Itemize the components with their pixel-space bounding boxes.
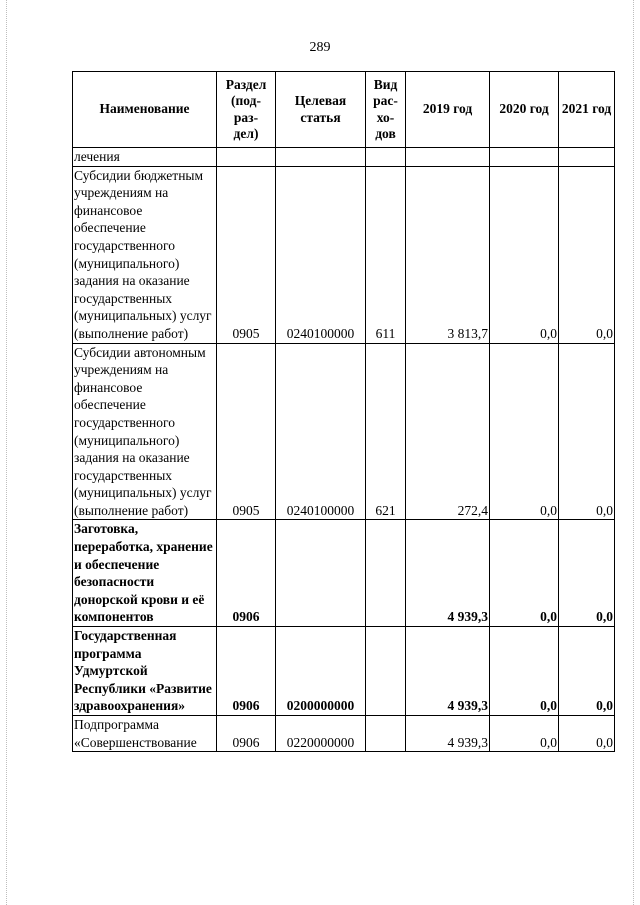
- cell-section: 0906: [217, 520, 276, 627]
- cell-kind: [366, 716, 406, 752]
- header-2021: 2021 год: [559, 72, 615, 148]
- cell-section: [217, 148, 276, 167]
- cell-2019: 3 813,7: [406, 166, 490, 343]
- cell-kind: [366, 520, 406, 627]
- table-row: [73, 520, 615, 627]
- cell-2020: [490, 148, 559, 167]
- cell-section: 0906: [217, 627, 276, 716]
- cell-section: 0906: [217, 716, 276, 752]
- cell-2019: 4 939,3: [406, 520, 490, 627]
- cell-article: 0200000000: [276, 627, 366, 716]
- page-number: 289: [309, 40, 331, 55]
- cell-2021: 0,0: [559, 520, 615, 627]
- cell-2019: 272,4: [406, 343, 490, 520]
- cell-name: лечения: [73, 148, 217, 167]
- cell-section: 0905: [217, 343, 276, 520]
- scan-edge-left: [6, 0, 8, 905]
- header-article: Целевая статья: [276, 72, 366, 148]
- cell-name: Государственная программа Удмуртской Республики «Развитие здравоохранения»: [73, 627, 217, 716]
- cell-article: 0220000000: [276, 716, 366, 752]
- cell-2019: 4 939,3: [406, 716, 490, 752]
- cell-kind: [366, 627, 406, 716]
- cell-2020: 0,0: [490, 166, 559, 343]
- cell-2021: 0,0: [559, 166, 615, 343]
- budget-table: [72, 71, 615, 752]
- cell-name: Субсидии бюджетным учреждениям на финансовое обеспечение государственного (муниципального) задания на оказание государственных (муниципальных) услуг (выполнение работ): [73, 166, 217, 343]
- header-2020: 2020 год: [490, 72, 559, 148]
- cell-2021: 0,0: [559, 627, 615, 716]
- header-name: Наименование: [73, 72, 217, 148]
- cell-name: Субсидии автономным учреждениям на финансовое обеспечение государственного (муниципального) задания на оказание государственных (муниципальных) услуг (выполнение работ): [73, 343, 217, 520]
- table-row: [73, 148, 615, 167]
- cell-2020: 0,0: [490, 716, 559, 752]
- table-row: [73, 166, 615, 343]
- table-row: [73, 343, 615, 520]
- header-kind: Вид рас- хо- дов: [366, 72, 406, 148]
- cell-kind: 621: [366, 343, 406, 520]
- cell-section: 0905: [217, 166, 276, 343]
- table-header: [73, 72, 615, 148]
- cell-name: Подпрограмма «Совершенствование: [73, 716, 217, 752]
- cell-article: [276, 148, 366, 167]
- cell-name: Заготовка, переработка, хранение и обеспечение безопасности донорской крови и её компонентов: [73, 520, 217, 627]
- table-row: [73, 716, 615, 752]
- cell-kind: [366, 148, 406, 167]
- cell-kind: 611: [366, 166, 406, 343]
- header-2019: 2019 год: [406, 72, 490, 148]
- cell-2020: 0,0: [490, 627, 559, 716]
- cell-article: 0240100000: [276, 166, 366, 343]
- cell-2020: 0,0: [490, 520, 559, 627]
- cell-2019: [406, 148, 490, 167]
- cell-2021: 0,0: [559, 343, 615, 520]
- cell-2020: 0,0: [490, 343, 559, 520]
- table-row: [73, 627, 615, 716]
- cell-article: 0240100000: [276, 343, 366, 520]
- cell-2021: 0,0: [559, 716, 615, 752]
- scan-edge-right: [633, 0, 635, 905]
- cell-2019: 4 939,3: [406, 627, 490, 716]
- header-section: Раздел (под- раз- дел): [217, 72, 276, 148]
- cell-article: [276, 520, 366, 627]
- cell-2021: [559, 148, 615, 167]
